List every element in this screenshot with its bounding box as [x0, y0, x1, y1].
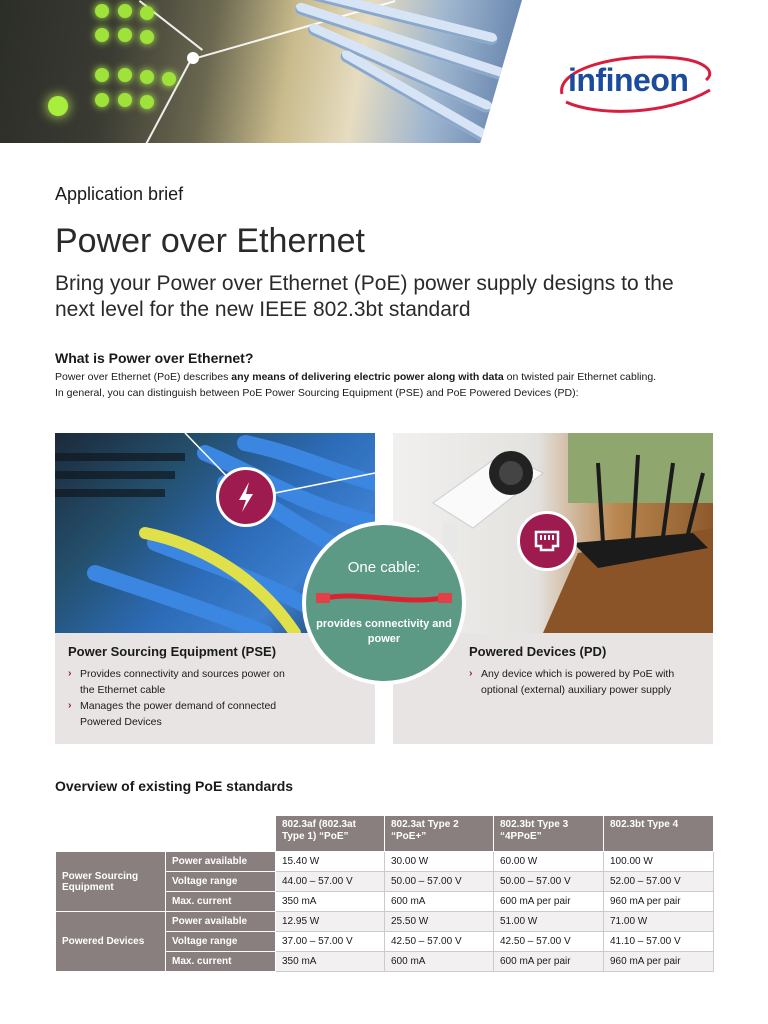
row-label: Power available [166, 852, 276, 872]
table-cell: 44.00 – 57.00 V [276, 872, 385, 892]
table-cell: 600 mA per pair [494, 952, 604, 972]
table-corner [166, 816, 276, 852]
list-item: › Any device which is powered by PoE with optional (external) auxiliary power supply [469, 666, 699, 698]
table-cell: 350 mA [276, 892, 385, 912]
table-row [56, 852, 714, 872]
page-subtitle: Bring your Power over Ethernet (PoE) power supply designs to the next level for the new IEEE 802.3bt standard [55, 272, 674, 321]
table-cell: 50.00 – 57.00 V [494, 872, 604, 892]
column-header: 802.3at Type 2 “PoE+” [385, 816, 494, 852]
pd-title: Powered Devices (PD) [469, 644, 607, 659]
table-cell: 600 mA [385, 952, 494, 972]
column-header: 802.3bt Type 3 “4PPoE” [494, 816, 604, 852]
ethernet-port-icon [517, 511, 577, 571]
standards-heading: Overview of existing PoE standards [55, 778, 294, 794]
table-corner [56, 816, 166, 852]
one-cable-badge [302, 521, 466, 685]
column-header: 802.3af (802.3at Type 1) “PoE” [276, 816, 385, 852]
intro-heading: What is Power over Ethernet? [55, 350, 254, 366]
table-cell: 60.00 W [494, 852, 604, 872]
one-cable-label: One cable: [347, 559, 421, 576]
group-label: Power Sourcing Equipment [56, 852, 166, 912]
pse-bullet-list [68, 666, 298, 730]
page-title: Power over Ethernet [55, 222, 365, 260]
list-item: › Provides connectivity and sources power on the Ethernet cable [68, 666, 298, 698]
table-cell: 100.00 W [604, 852, 714, 872]
table-cell: 30.00 W [385, 852, 494, 872]
row-label: Power available [166, 912, 276, 932]
intro-text: on twisted pair Ethernet cabling. [503, 371, 657, 383]
pd-bullet-list [469, 666, 699, 698]
table-cell: 42.50 – 57.00 V [494, 932, 604, 952]
row-label: Max. current [166, 892, 276, 912]
table-cell: 52.00 – 57.00 V [604, 872, 714, 892]
table-row [56, 912, 714, 932]
document-type: Application brief [55, 184, 184, 204]
table-cell: 600 mA per pair [494, 892, 604, 912]
intro-text: In general, you can distinguish between PoE Power Sourcing Equipment (PSE) and PoE Powered Devices (PD): [55, 387, 579, 399]
table-header-row [56, 816, 714, 852]
table-cell: 960 mA per pair [604, 892, 714, 912]
logo-wordmark: infineon [568, 62, 689, 98]
row-label: Voltage range [166, 872, 276, 892]
row-label: Max. current [166, 952, 276, 972]
intro-emphasis: any means of delivering electric power along with data [231, 371, 504, 383]
intro-text: Power over Ethernet (PoE) describes [55, 371, 232, 383]
intro-paragraph [55, 369, 715, 401]
list-item: › Manages the power demand of connected Powered Devices [68, 698, 298, 730]
table-cell: 960 mA per pair [604, 952, 714, 972]
table-cell: 50.00 – 57.00 V [385, 872, 494, 892]
table-cell: 71.00 W [604, 912, 714, 932]
table-cell: 25.50 W [385, 912, 494, 932]
column-header: 802.3bt Type 4 [604, 816, 714, 852]
table-cell: 15.40 W [276, 852, 385, 872]
infineon-logo [556, 50, 716, 120]
one-cable-description: provides connectivity and power [316, 618, 452, 645]
table-cell: 51.00 W [494, 912, 604, 932]
cable-icon [306, 583, 462, 613]
table-cell: 41.10 – 57.00 V [604, 932, 714, 952]
standards-table [55, 815, 714, 972]
group-label: Powered Devices [56, 912, 166, 972]
table-cell: 350 mA [276, 952, 385, 972]
table-cell: 600 mA [385, 892, 494, 912]
header-photo [0, 0, 522, 143]
pse-title: Power Sourcing Equipment (PSE) [68, 644, 277, 659]
row-label: Voltage range [166, 932, 276, 952]
lightning-icon [216, 467, 276, 527]
table-cell: 12.95 W [276, 912, 385, 932]
table-cell: 37.00 – 57.00 V [276, 932, 385, 952]
table-cell: 42.50 – 57.00 V [385, 932, 494, 952]
